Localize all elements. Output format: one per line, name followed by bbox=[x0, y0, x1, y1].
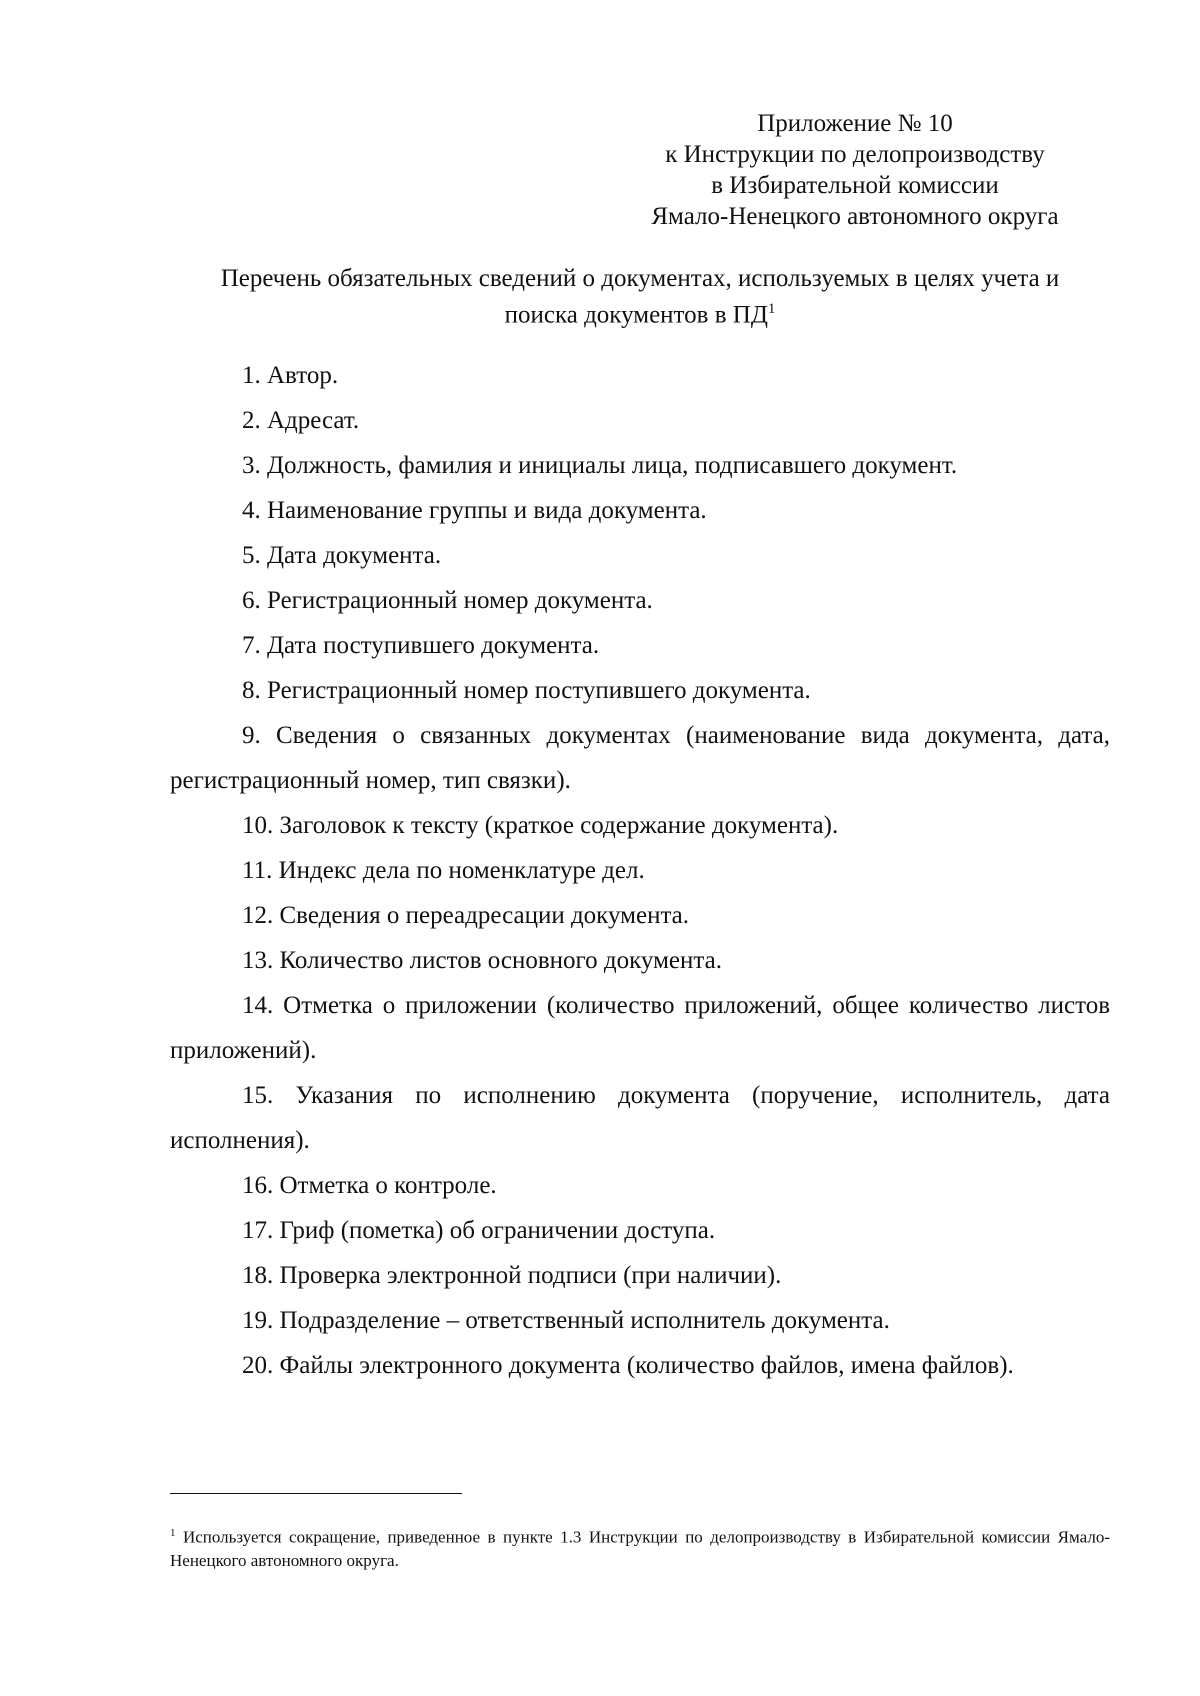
list-item: 5. Дата документа. bbox=[242, 542, 442, 569]
list-item: 18. Проверка электронной подписи (при наличии). bbox=[242, 1262, 782, 1289]
list-item: 8. Регистрационный номер поступившего документа. bbox=[242, 677, 811, 704]
footnote-text: Используется сокращение, приведенное в пункте 1.3 Инструкции по делопроизводству в Избирательной комиссии Ямало-Ненецкого автономного округа. bbox=[170, 1527, 1110, 1570]
list-item: 9. Сведения о связанных документах (наименование вида документа, дата, регистрационный номер, тип связки). bbox=[170, 722, 1110, 794]
footnote-separator bbox=[170, 1493, 462, 1494]
list-item: 20. Файлы электронного документа (количество файлов, имена файлов). bbox=[242, 1352, 1014, 1379]
list-item: 15. Указания по исполнению документа (поручение, исполнитель, дата исполнения). bbox=[170, 1082, 1110, 1154]
list-item: 12. Сведения о переадресации документа. bbox=[242, 902, 690, 929]
header-line: Приложение № 10 bbox=[757, 110, 953, 137]
footnote bbox=[170, 1522, 1110, 1572]
list-item: 6. Регистрационный номер документа. bbox=[242, 587, 653, 614]
list-item: 7. Дата поступившего документа. bbox=[242, 632, 600, 659]
list-item: 4. Наименование группы и вида документа. bbox=[242, 497, 707, 524]
footnote-marker: 1 bbox=[170, 1527, 176, 1539]
required-information-list bbox=[170, 353, 1110, 1388]
list-item: 17. Гриф (пометка) об ограничении доступа. bbox=[242, 1217, 716, 1244]
footnote-reference: 1 bbox=[767, 301, 776, 317]
list-item: 16. Отметка о контроле. bbox=[242, 1172, 497, 1199]
title-line-1: Перечень обязательных сведений о документах, используемых в целях учета и bbox=[220, 265, 1060, 292]
header-line: к Инструкции по делопроизводству bbox=[665, 141, 1045, 168]
list-item: 3. Должность, фамилия и инициалы лица, подписавшего документ. bbox=[242, 452, 958, 479]
list-item: 14. Отметка о приложении (количество приложений, общее количество листов приложений). bbox=[170, 992, 1110, 1064]
list-item: 13. Количество листов основного документа. bbox=[242, 947, 722, 974]
list-item: 11. Индекс дела по номенклатуре дел. bbox=[242, 857, 645, 884]
title-line-2 bbox=[170, 294, 1110, 330]
document-title bbox=[170, 263, 1110, 330]
appendix-header bbox=[600, 108, 1110, 232]
list-item: 19. Подразделение – ответственный исполнитель документа. bbox=[242, 1307, 890, 1334]
list-item: 1. Автор. bbox=[242, 362, 339, 389]
list-item: 2. Адресат. bbox=[242, 407, 360, 434]
header-line: в Избирательной комиссии bbox=[711, 172, 999, 199]
title-line-2-text: поиска документов в ПД bbox=[504, 301, 768, 329]
header-line: Ямало-Ненецкого автономного округа bbox=[651, 203, 1059, 230]
list-item: 10. Заголовок к тексту (краткое содержание документа). bbox=[242, 812, 839, 839]
